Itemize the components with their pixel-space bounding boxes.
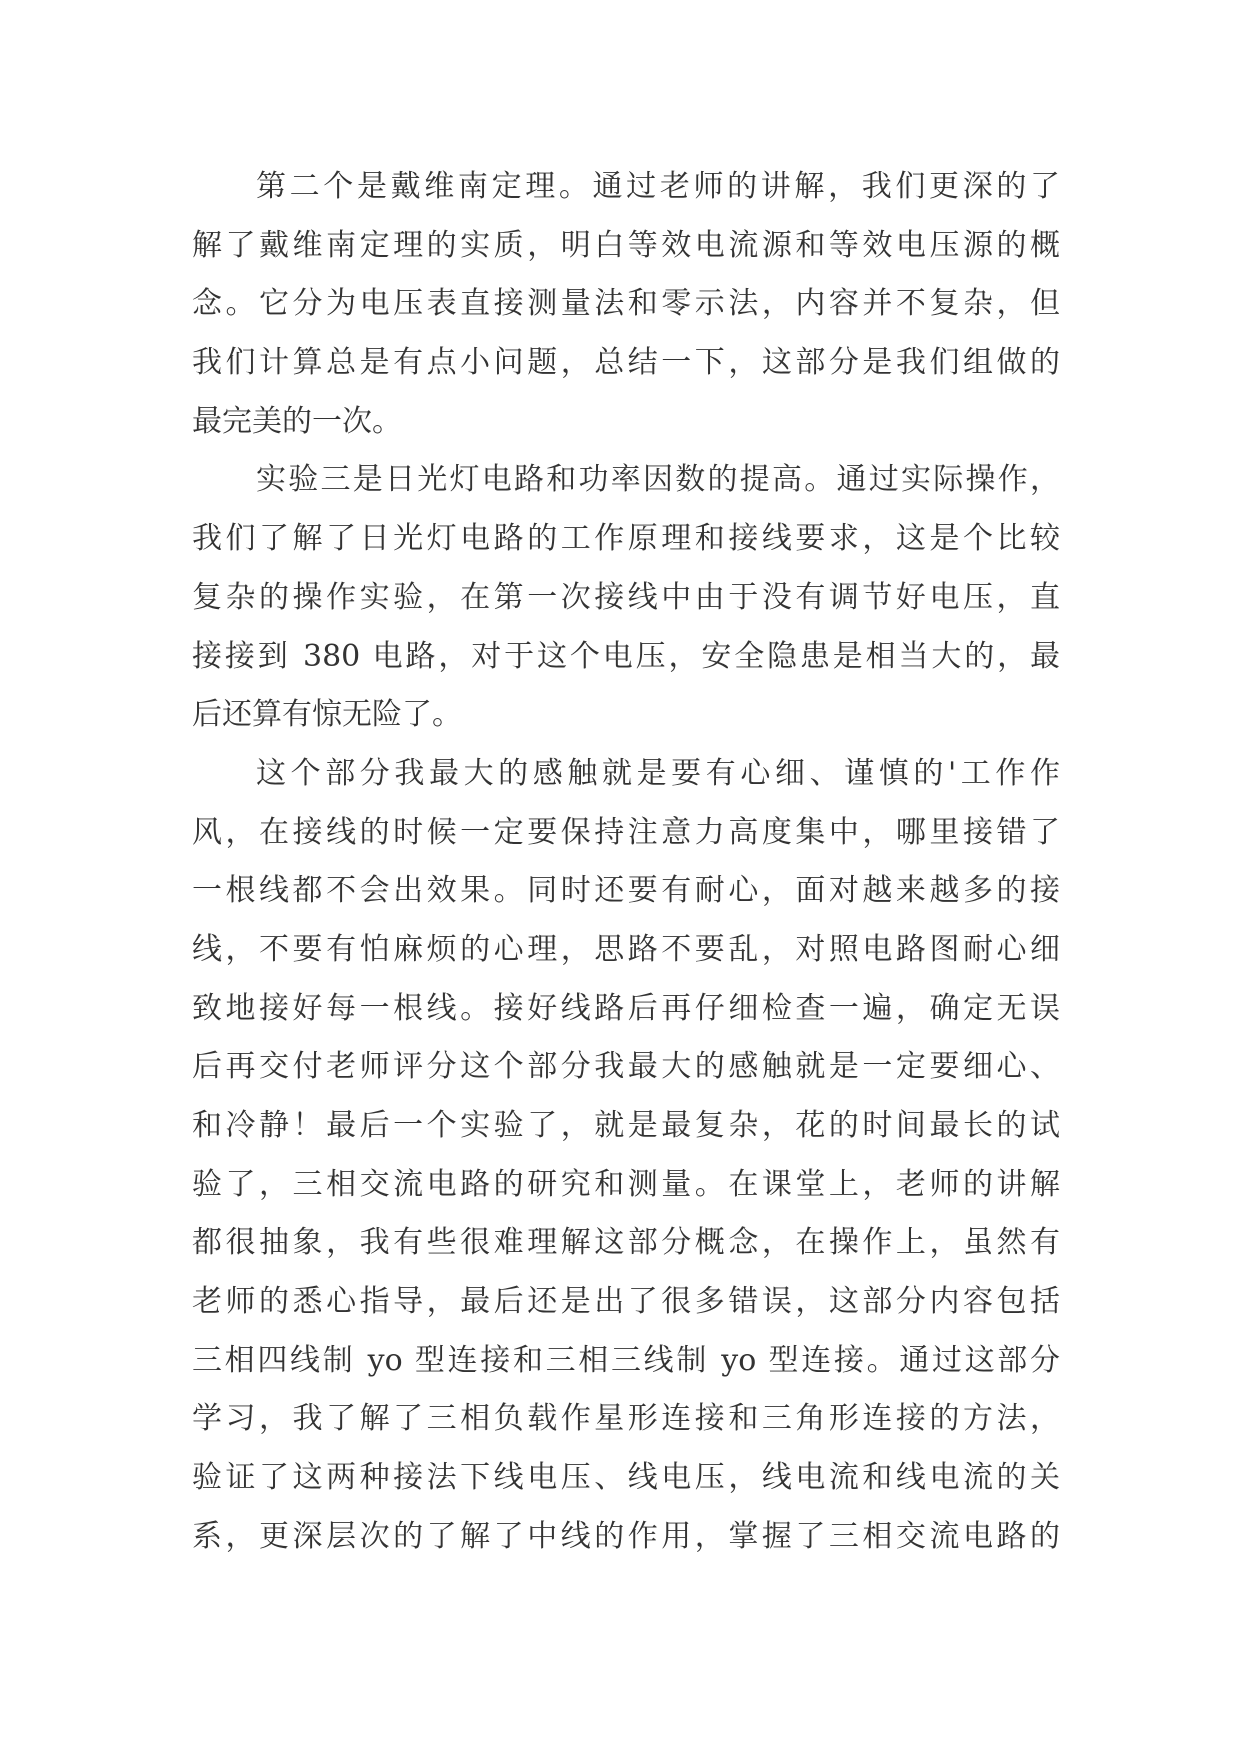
text-line: 一根线都不会出效果。同时还要有耐心，面对越来越多的接: [192, 873, 1060, 909]
text-line: 都很抽象，我有些很难理解这部分概念，在操作上，虽然有: [192, 1225, 1060, 1261]
text-line: 系，更深层次的了解了中线的作用，掌握了三相交流电路的: [192, 1518, 1060, 1554]
text-line: 实验三是日光灯电路和功率因数的提高。通过实际操作，: [256, 462, 1060, 498]
text-line: 学习，我了解了三相负载作星形连接和三角形连接的方法，: [192, 1401, 1060, 1437]
text-line: 我们计算总是有点小问题，总结一下，这部分是我们组做的: [192, 345, 1060, 381]
text-line: 复杂的操作实验，在第一次接线中由于没有调节好电压，直: [192, 579, 1060, 615]
text-line: 验证了这两种接法下线电压、线电压，线电流和线电流的关: [192, 1460, 1060, 1496]
text-line: 第二个是戴维南定理。通过老师的讲解，我们更深的了: [256, 169, 1060, 204]
text-line: 致地接好每一根线。接好线路后再仔细检查一遍，确定无误: [192, 990, 1060, 1026]
paragraph-fluorescent: [192, 451, 1060, 744]
body-text: [192, 158, 1060, 1567]
text-line: 这个部分我最大的感触就是要有心细、谨慎的'工作作: [256, 755, 1060, 791]
paragraph-three-phase: [192, 745, 1060, 1567]
text-line: 后还算有惊无险了。: [192, 697, 462, 733]
paragraph-thevenin: [192, 158, 1060, 451]
text-line: 老师的悉心指导，最后还是出了很多错误，这部分内容包括: [192, 1284, 1060, 1320]
text-line: 接接到 380 电路，对于这个电压，安全隐患是相当大的，最: [192, 638, 1060, 674]
text-line: 念。它分为电压表直接测量法和零示法，内容并不复杂，但: [192, 286, 1060, 322]
text-line: 后再交付老师评分这个部分我最大的感触就是一定要细心、: [192, 1049, 1060, 1085]
text-line: 我们了解了日光灯电路的工作原理和接线要求，这是个比较: [192, 521, 1060, 557]
text-line: 线，不要有怕麻烦的心理，思路不要乱，对照电路图耐心细: [192, 931, 1060, 967]
text-line: 最完美的一次。: [192, 403, 402, 439]
text-line: 风，在接线的时候一定要保持注意力高度集中，哪里接错了: [192, 814, 1060, 850]
text-line: 三相四线制 yo 型连接和三相三线制 yo 型连接。通过这部分: [192, 1342, 1060, 1378]
text-line: 和冷静！最后一个实验了，就是最复杂，花的时间最长的试: [192, 1108, 1060, 1143]
text-line: 验了，三相交流电路的研究和测量。在课堂上，老师的讲解: [192, 1166, 1060, 1202]
text-line: 解了戴维南定理的实质，明白等效电流源和等效电压源的概: [192, 227, 1060, 263]
